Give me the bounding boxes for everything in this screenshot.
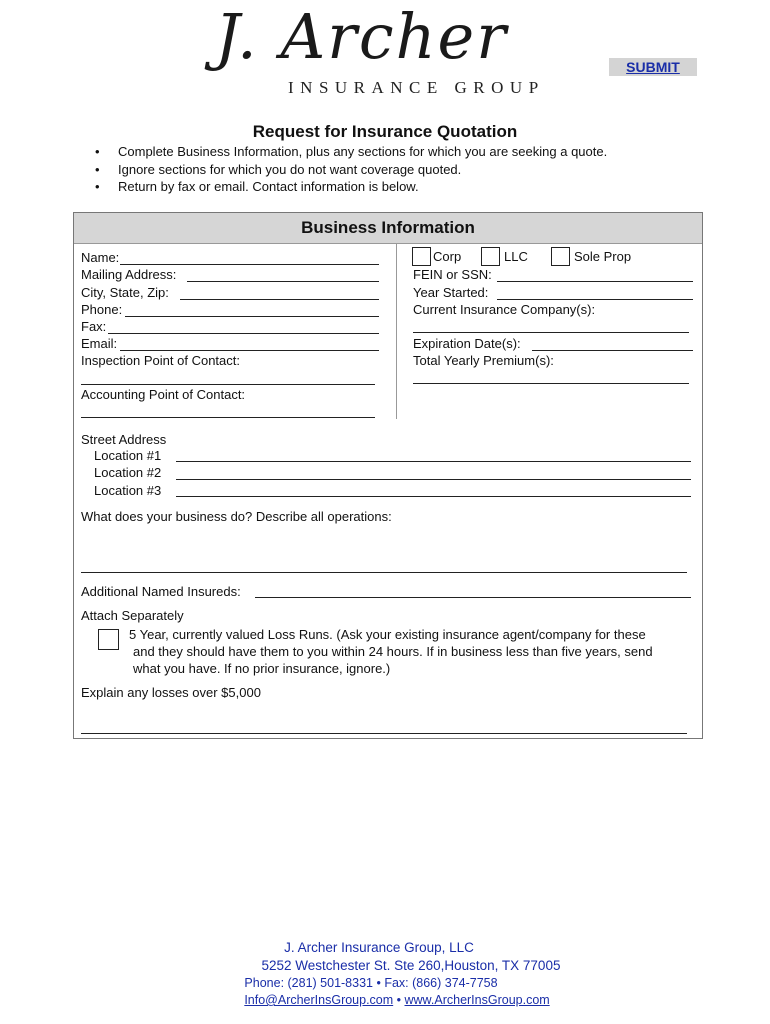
location-2-field[interactable] [176,479,691,480]
operations-description-field[interactable] [81,572,687,573]
corp-checkbox[interactable] [412,247,431,266]
year-started-field[interactable] [497,299,693,300]
explain-losses-label: Explain any losses over $5,000 [81,685,261,700]
additional-insureds-field[interactable] [255,597,691,598]
section-header: Business Information [74,213,702,244]
explain-losses-field[interactable] [81,733,687,734]
inspection-contact-field[interactable] [81,384,375,385]
email-field[interactable] [120,350,379,351]
location-3-label: Location #3 [94,483,162,498]
location-1-field[interactable] [176,461,691,462]
mailing-address-label: Mailing Address: [81,267,177,282]
page-title: Request for Insurance Quotation [252,122,518,141]
attach-separately-label: Attach Separately [81,608,184,623]
company-logo-subtitle: INSURANCE GROUP [288,78,545,97]
llc-label: LLC [504,249,528,264]
accounting-contact-field[interactable] [81,417,375,418]
accounting-contact-label: Accounting Point of Contact: [81,387,246,402]
phone-label: Phone: [81,302,123,317]
yearly-premium-field[interactable] [413,383,689,384]
location-3-field[interactable] [176,496,691,497]
loss-runs-text: what you have. If no prior insurance, ignore.) [133,661,391,676]
location-1-label: Location #1 [94,448,162,463]
instruction-item: • Complete Business Information, plus any sections for which you are seeking a quote. [95,143,607,161]
city-state-zip-label: City, State, Zip: [81,285,169,300]
footer-contact-links [12,993,770,1007]
current-insurer-field[interactable] [413,332,689,333]
name-label: Name: [81,250,120,265]
instructions-list [95,143,607,196]
llc-checkbox[interactable] [481,247,500,266]
operations-description-label: What does your business do? Describe all operations: [81,509,392,524]
current-insurer-label: Current Insurance Company(s): [413,302,596,317]
email-label: Email: [81,336,118,351]
location-2-label: Location #2 [94,465,162,480]
expiration-date-label: Expiration Date(s): [413,336,521,351]
phone-field[interactable] [125,316,379,317]
company-logo-script: J. Archer [215,0,508,73]
footer-company: J. Archer Insurance Group, LLC [284,940,474,955]
sole-prop-label: Sole Prop [574,249,632,264]
footer-phone-fax: Phone: (281) 501-8331 • Fax: (866) 374-7758 [244,976,498,990]
fein-field[interactable] [497,281,693,282]
city-state-zip-field[interactable] [180,299,379,300]
street-address-label: Street Address [81,432,167,447]
footer-email-link[interactable]: Info@ArcherInsGroup.com [244,993,394,1007]
instruction-item: • Ignore sections for which you do not want coverage quoted. [95,161,607,179]
fax-field[interactable] [108,333,379,334]
column-divider [396,243,397,419]
footer-address: 5252 Westchester St. Ste 260,Houston, TX 77005 [261,958,561,973]
fax-label: Fax: [81,319,107,334]
loss-runs-text: and they should have them to you within 24 hours. If in business less than five years, send [133,644,653,659]
footer-separator: • [393,993,405,1007]
expiration-date-field[interactable] [532,350,693,351]
inspection-contact-label: Inspection Point of Contact: [81,353,240,368]
footer-website-link[interactable]: www.ArcherInsGroup.com [404,993,550,1007]
loss-runs-text: 5 Year, currently valued Loss Runs. (Ask your existing insurance agent/company for these [129,627,646,642]
additional-insureds-label: Additional Named Insureds: [81,584,241,599]
yearly-premium-label: Total Yearly Premium(s): [413,353,554,368]
corp-label: Corp [433,249,462,264]
loss-runs-checkbox[interactable] [98,629,119,650]
submit-button[interactable]: SUBMIT [609,58,697,76]
fein-label: FEIN or SSN: [413,267,492,282]
sole-prop-checkbox[interactable] [551,247,570,266]
year-started-label: Year Started: [413,285,489,300]
name-field[interactable] [120,264,379,265]
instruction-item: • Return by fax or email. Contact information is below. [95,178,607,196]
mailing-address-field[interactable] [187,281,379,282]
